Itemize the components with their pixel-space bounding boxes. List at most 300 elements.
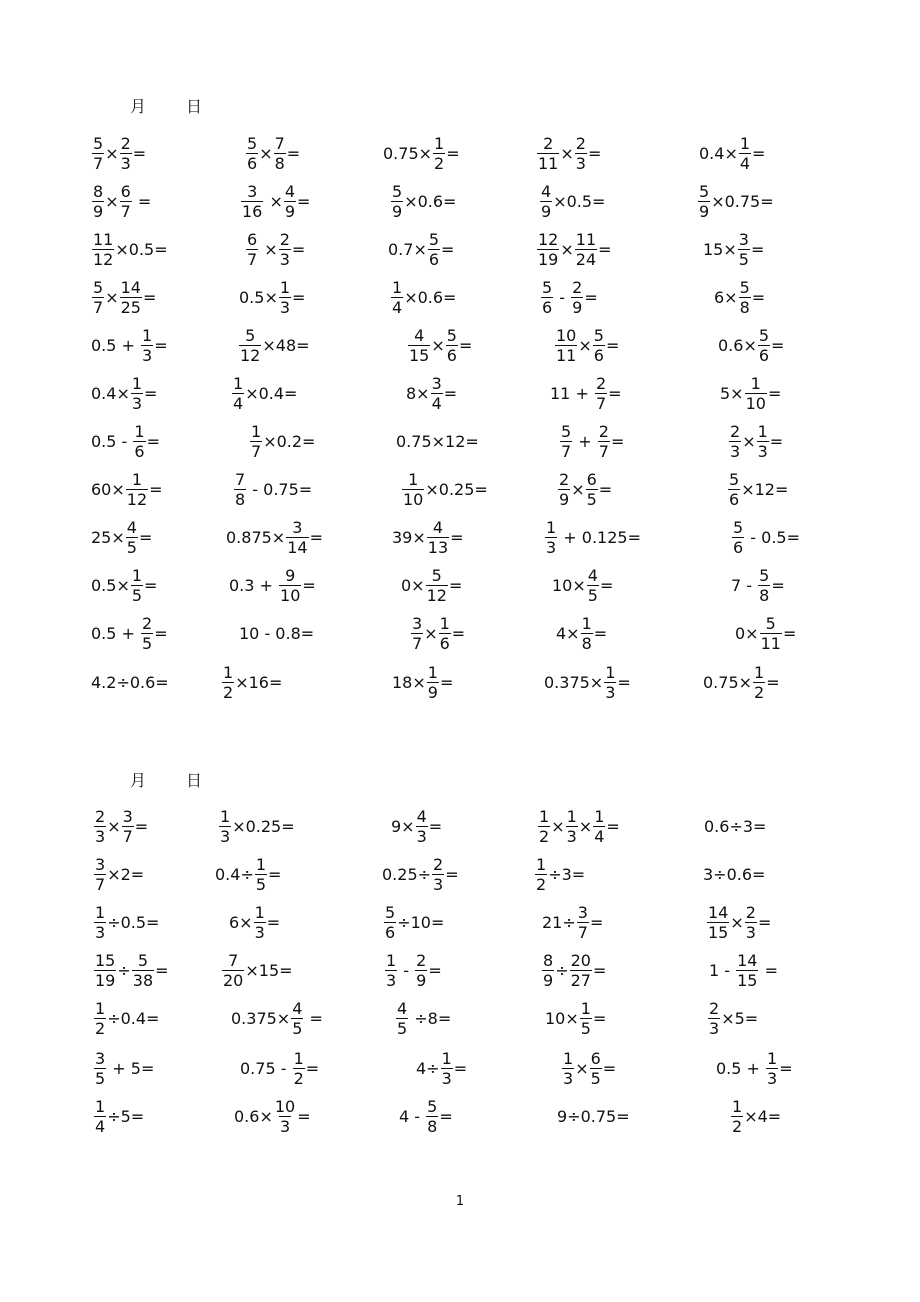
fraction-numerator: 8	[543, 951, 554, 970]
fraction	[291, 1001, 303, 1037]
math-problem	[406, 371, 457, 417]
fraction-denominator: 3	[730, 442, 741, 461]
fraction	[560, 424, 572, 460]
fraction-denominator: 7	[247, 250, 258, 269]
fraction-numerator: 1	[732, 1097, 743, 1116]
operator-text: ×	[259, 144, 273, 163]
fraction	[745, 905, 757, 941]
operator-text: 0.25÷	[382, 865, 432, 884]
operator-text: 0×	[401, 576, 425, 595]
fraction-numerator: 3	[738, 230, 749, 249]
math-problem	[229, 900, 280, 946]
operator-text: =	[439, 1107, 453, 1126]
operator-text: ×16=	[235, 673, 283, 692]
math-problem	[730, 1094, 781, 1140]
fraction-denominator: 3	[433, 875, 444, 894]
fraction-numerator: 5	[247, 134, 258, 153]
fraction	[141, 328, 153, 364]
problem-row	[0, 131, 920, 177]
fraction	[255, 857, 267, 893]
math-problem	[233, 467, 312, 513]
math-problem	[706, 900, 771, 946]
operator-text: 8×	[406, 384, 430, 403]
math-problem	[407, 323, 472, 369]
math-problem	[559, 419, 624, 465]
operator-text: ÷	[117, 961, 131, 980]
fraction-numerator: 1	[434, 134, 445, 153]
fraction-denominator: 9	[541, 202, 552, 221]
fraction-numerator: 1	[546, 518, 557, 537]
math-problem	[93, 948, 169, 994]
fraction-numerator: 4	[397, 999, 408, 1018]
problem-row	[0, 323, 920, 369]
operator-text: -	[554, 288, 571, 307]
operator-text: =	[769, 432, 784, 451]
math-problem	[540, 275, 598, 321]
fraction-denominator: 19	[538, 250, 559, 269]
fraction-numerator: 1	[539, 807, 550, 826]
math-problem	[537, 804, 620, 850]
math-problem	[93, 1046, 154, 1092]
operator-text: =	[134, 817, 149, 836]
fraction	[94, 905, 106, 941]
math-problem	[231, 996, 323, 1042]
problem-row	[0, 467, 920, 513]
math-problem	[218, 804, 295, 850]
fraction-denominator: 8	[235, 490, 246, 509]
fraction	[581, 616, 593, 652]
fraction	[562, 1051, 574, 1087]
fraction	[234, 472, 246, 508]
operator-text: =	[309, 528, 323, 547]
fraction-denominator: 5	[255, 875, 267, 894]
fraction-numerator: 3	[95, 1049, 106, 1068]
operator-text: =	[304, 1009, 323, 1028]
math-problem	[714, 275, 765, 321]
math-problem	[728, 419, 783, 465]
fraction-denominator: 9	[543, 971, 554, 990]
math-problem	[390, 179, 456, 225]
fraction	[571, 280, 583, 316]
problem-row	[0, 611, 920, 657]
fraction	[427, 665, 439, 701]
fraction-numerator: 7	[235, 470, 246, 489]
operator-text: 15×	[703, 240, 737, 259]
operator-text: =	[132, 192, 152, 211]
fraction-numerator: 2	[595, 374, 607, 393]
operator-text: - 0.75=	[247, 480, 313, 499]
fraction-numerator: 14	[120, 278, 141, 297]
fraction-denominator: 3	[745, 923, 756, 942]
operator-text: =	[610, 432, 625, 451]
fraction-denominator: 7	[93, 154, 104, 173]
operator-text: =	[750, 240, 765, 259]
fraction-numerator: 4	[126, 518, 137, 537]
operator-text: 0.5 -	[91, 432, 133, 451]
fraction-numerator: 1	[439, 614, 450, 633]
operator-text: 0.75×	[703, 673, 753, 692]
operator-text: 0.375×	[544, 673, 604, 692]
fraction-numerator: 4	[292, 999, 303, 1018]
operator-text: 10 - 0.8=	[239, 624, 315, 643]
fraction	[757, 424, 769, 460]
fraction-denominator: 7	[577, 923, 588, 942]
operator-text: 0.5 +	[91, 624, 141, 643]
fraction-denominator: 6	[593, 346, 604, 365]
operator-text: =	[617, 673, 631, 692]
fraction-numerator: 5	[729, 470, 740, 489]
fraction-numerator: 1	[95, 999, 106, 1018]
problem-row	[0, 900, 920, 946]
fraction-numerator: 1	[254, 903, 265, 922]
math-problem	[720, 371, 781, 417]
fraction-denominator: 13	[427, 538, 449, 557]
fraction-denominator: 19	[95, 971, 116, 990]
fraction-numerator: 2	[575, 134, 586, 153]
operator-text: ÷5=	[107, 1107, 145, 1126]
fraction-numerator: 1	[134, 422, 145, 441]
fraction	[94, 809, 106, 845]
fraction	[126, 520, 138, 556]
math-problem	[544, 660, 631, 706]
page-number: 1	[455, 1194, 465, 1209]
operator-text: 9×	[391, 817, 415, 836]
fraction-numerator: 1	[757, 422, 768, 441]
operator-text: ×	[107, 817, 121, 836]
fraction-numerator: 3	[95, 855, 106, 874]
fraction-denominator: 5	[95, 1069, 106, 1088]
fraction-denominator: 6	[439, 634, 450, 653]
fraction	[593, 809, 605, 845]
operator-text: ×2=	[107, 865, 145, 884]
operator-text: =	[598, 480, 613, 499]
fraction	[729, 424, 741, 460]
fraction-numerator: 4	[587, 566, 598, 585]
operator-text: =	[584, 288, 598, 307]
fraction-numerator: 5	[392, 182, 403, 201]
problem-row	[0, 275, 920, 321]
fraction-denominator: 9	[427, 683, 438, 702]
operator-text: 60×	[91, 480, 125, 499]
fraction	[707, 905, 729, 941]
fraction-denominator: 3	[757, 442, 768, 461]
operator-text: =	[144, 384, 158, 403]
fraction-numerator: 11	[575, 230, 597, 249]
math-problem	[91, 515, 152, 561]
operator-text: 0.75×	[383, 144, 433, 163]
fraction-denominator: 2	[536, 875, 547, 894]
fraction	[593, 328, 605, 364]
math-problem	[91, 371, 157, 417]
fraction-numerator: 4	[416, 807, 427, 826]
math-problem	[93, 804, 148, 850]
fraction	[120, 280, 142, 316]
problem-row	[0, 948, 920, 994]
operator-text: =	[149, 480, 163, 499]
fraction	[426, 568, 448, 604]
fraction	[439, 616, 451, 652]
fraction	[219, 809, 231, 845]
fraction-denominator: 5	[142, 634, 153, 653]
math-problem	[399, 1094, 453, 1140]
operator-text: 3÷0.6=	[703, 865, 766, 884]
fraction-denominator: 9	[392, 202, 403, 221]
math-problem	[245, 131, 300, 177]
operator-text: =	[292, 288, 306, 307]
fraction-numerator: 2	[120, 134, 131, 153]
fraction-denominator: 5	[587, 586, 598, 605]
fraction	[760, 616, 782, 652]
fraction-numerator: 11	[93, 230, 114, 249]
fraction	[580, 1001, 592, 1037]
operator-text: 0.375×	[231, 1009, 291, 1028]
fraction-denominator: 9	[559, 490, 570, 509]
operator-text: =	[154, 624, 168, 643]
fraction	[739, 136, 751, 172]
math-problem	[550, 371, 622, 417]
fraction	[758, 568, 770, 604]
fraction	[222, 953, 244, 989]
fraction	[246, 136, 258, 172]
problem-row	[0, 563, 920, 609]
math-problem	[382, 852, 459, 898]
operator-text: ×0.4=	[245, 384, 298, 403]
fraction-denominator: 27	[570, 971, 591, 990]
math-problem	[388, 227, 454, 273]
fraction-denominator: 12	[93, 250, 114, 269]
math-problem	[699, 131, 765, 177]
fraction-numerator: 1	[563, 1049, 574, 1068]
fraction-denominator: 10	[280, 586, 301, 605]
fraction	[274, 1099, 296, 1135]
math-problem	[91, 563, 157, 609]
fraction-numerator: 1	[605, 663, 616, 682]
operator-text: =	[771, 336, 785, 355]
fraction-numerator: 1	[767, 1049, 778, 1068]
fraction-numerator: 3	[247, 182, 258, 201]
operator-text: =	[443, 384, 458, 403]
fraction	[131, 376, 143, 412]
fraction	[431, 376, 443, 412]
fraction-numerator: 1	[293, 1049, 304, 1068]
fraction-numerator: 1	[142, 326, 153, 345]
operator-text: ÷3=	[548, 865, 586, 884]
operator-text: - 0.5=	[745, 528, 800, 547]
fraction-numerator: 14	[708, 903, 729, 922]
fraction	[446, 328, 458, 364]
operator-text: ÷	[555, 961, 569, 980]
problem-row	[0, 660, 920, 706]
operator-text: 4 -	[399, 1107, 426, 1126]
problem-row	[0, 996, 920, 1042]
fraction-denominator: 8	[581, 634, 592, 653]
math-problem	[221, 948, 293, 994]
math-problem	[395, 996, 451, 1042]
fraction-numerator: 8	[93, 182, 104, 201]
operator-text: =	[592, 961, 607, 980]
operator-text: 0.5 +	[91, 336, 141, 355]
operator-text: 0.5 +	[716, 1059, 766, 1078]
fraction-denominator: 2	[539, 827, 550, 846]
fraction-numerator: 6	[120, 182, 131, 201]
fraction-denominator: 3	[566, 827, 577, 846]
operator-text: ÷10=	[397, 913, 445, 932]
fraction-denominator: 6	[134, 442, 145, 461]
fraction-denominator: 20	[223, 971, 244, 990]
operator-text: =	[587, 144, 602, 163]
operator-text: =	[268, 865, 282, 884]
operator-text: =	[593, 624, 608, 643]
fraction-denominator: 11	[760, 634, 781, 653]
fraction-numerator: 9	[285, 566, 296, 585]
operator-text: =	[602, 1059, 617, 1078]
fraction-numerator: 5	[245, 326, 256, 345]
fraction-denominator: 24	[575, 250, 597, 269]
fraction-numerator: 1	[441, 1049, 452, 1068]
fraction-denominator: 9	[284, 202, 296, 221]
math-problem	[703, 852, 765, 898]
fraction-denominator: 4	[431, 394, 442, 413]
fraction	[731, 1099, 743, 1135]
fraction-denominator: 4	[392, 298, 403, 317]
fraction-denominator: 7	[595, 394, 607, 413]
operator-text: =	[589, 913, 604, 932]
fraction-denominator: 3	[767, 1069, 778, 1088]
fraction-numerator: 7	[228, 951, 239, 970]
math-problem	[238, 323, 310, 369]
math-problem	[91, 611, 168, 657]
math-problem	[539, 179, 605, 225]
fraction-numerator: 5	[699, 182, 710, 201]
operator-text: =	[779, 1059, 793, 1078]
fraction-numerator: 4	[284, 182, 296, 201]
fraction-denominator: 15	[708, 923, 729, 942]
fraction-numerator: 5	[593, 326, 604, 345]
fraction	[246, 232, 258, 268]
operator-text: =	[771, 576, 785, 595]
fraction	[428, 232, 440, 268]
operator-text: 0.875×	[226, 528, 286, 547]
fraction	[402, 472, 424, 508]
fraction	[141, 616, 153, 652]
fraction	[708, 1001, 720, 1037]
operator-text: ×12=	[741, 480, 789, 499]
fraction-denominator: 3	[563, 1069, 574, 1088]
math-problem	[703, 227, 764, 273]
fraction-denominator: 25	[120, 298, 141, 317]
fraction	[120, 136, 132, 172]
fraction-denominator: 7	[251, 442, 262, 461]
fraction-numerator: 1	[739, 134, 751, 153]
math-problem	[215, 852, 281, 898]
fraction-denominator: 2	[95, 1019, 106, 1038]
fraction	[416, 809, 428, 845]
operator-text: ×0.25=	[232, 817, 295, 836]
operator-text: =	[428, 961, 442, 980]
fraction-denominator: 7	[412, 634, 423, 653]
fraction-denominator: 6	[247, 154, 258, 173]
operator-text: ×48=	[262, 336, 310, 355]
fraction-numerator: 5	[759, 566, 770, 585]
math-problem	[245, 227, 305, 273]
fraction-denominator: 4	[95, 1117, 106, 1136]
operator-text: 5×	[720, 384, 744, 403]
fraction-denominator: 8	[759, 586, 770, 605]
fraction-numerator: 3	[431, 374, 442, 393]
month-label: 月	[130, 771, 147, 790]
math-problem	[697, 179, 774, 225]
fraction-denominator: 12	[126, 490, 148, 509]
fraction-numerator: 12	[538, 230, 559, 249]
problem-row	[0, 515, 920, 561]
day-label: 日	[186, 771, 203, 790]
operator-text: ÷8=	[409, 1009, 452, 1028]
operator-text: 10×	[545, 1009, 579, 1028]
fraction	[126, 472, 148, 508]
fraction	[541, 280, 553, 316]
operator-text: 11 +	[550, 384, 594, 403]
fraction-numerator: 1	[233, 374, 244, 393]
fraction	[745, 376, 767, 412]
fraction	[595, 376, 607, 412]
fraction-denominator: 3	[131, 394, 143, 413]
fraction	[590, 1051, 602, 1087]
fraction	[538, 809, 550, 845]
problem-row	[0, 852, 920, 898]
operator-text: ×	[575, 1059, 589, 1078]
operator-text: ×	[571, 480, 585, 499]
operator-text: 1 -	[709, 961, 736, 980]
math-problem	[240, 179, 310, 225]
fraction-numerator: 2	[95, 807, 106, 826]
fraction-denominator: 4	[594, 827, 605, 846]
fraction-numerator: 4	[414, 326, 425, 345]
math-problem	[249, 419, 315, 465]
operator-text: -	[398, 961, 415, 980]
fraction-numerator: 2	[730, 422, 741, 441]
fraction	[535, 857, 547, 893]
math-problem	[561, 1046, 616, 1092]
fraction	[94, 1051, 106, 1087]
operator-text: ×0.6=	[404, 288, 457, 307]
operator-text: ×15=	[245, 961, 293, 980]
operator-text: =	[297, 192, 311, 211]
fraction	[92, 184, 104, 220]
fraction-denominator: 3	[95, 827, 106, 846]
fraction	[92, 232, 114, 268]
fraction-denominator: 6	[385, 923, 396, 942]
fraction	[293, 1051, 305, 1087]
fraction	[738, 232, 750, 268]
fraction-numerator: 4	[541, 182, 552, 201]
fraction	[433, 136, 445, 172]
math-problem	[93, 996, 159, 1042]
fraction-denominator: 5	[586, 490, 597, 509]
problem-row	[0, 1046, 920, 1092]
operator-text: =	[453, 1059, 468, 1078]
fraction	[537, 136, 559, 172]
operator-text: =	[592, 1009, 607, 1028]
math-problem	[91, 660, 169, 706]
operator-text: =	[782, 624, 797, 643]
fraction-denominator: 8	[274, 154, 285, 173]
fraction	[239, 328, 261, 364]
fraction-denominator: 4	[739, 154, 751, 173]
math-problem	[221, 660, 282, 706]
operator-text: ×	[742, 432, 756, 451]
math-problem	[240, 1046, 319, 1092]
fraction-denominator: 9	[699, 202, 710, 221]
